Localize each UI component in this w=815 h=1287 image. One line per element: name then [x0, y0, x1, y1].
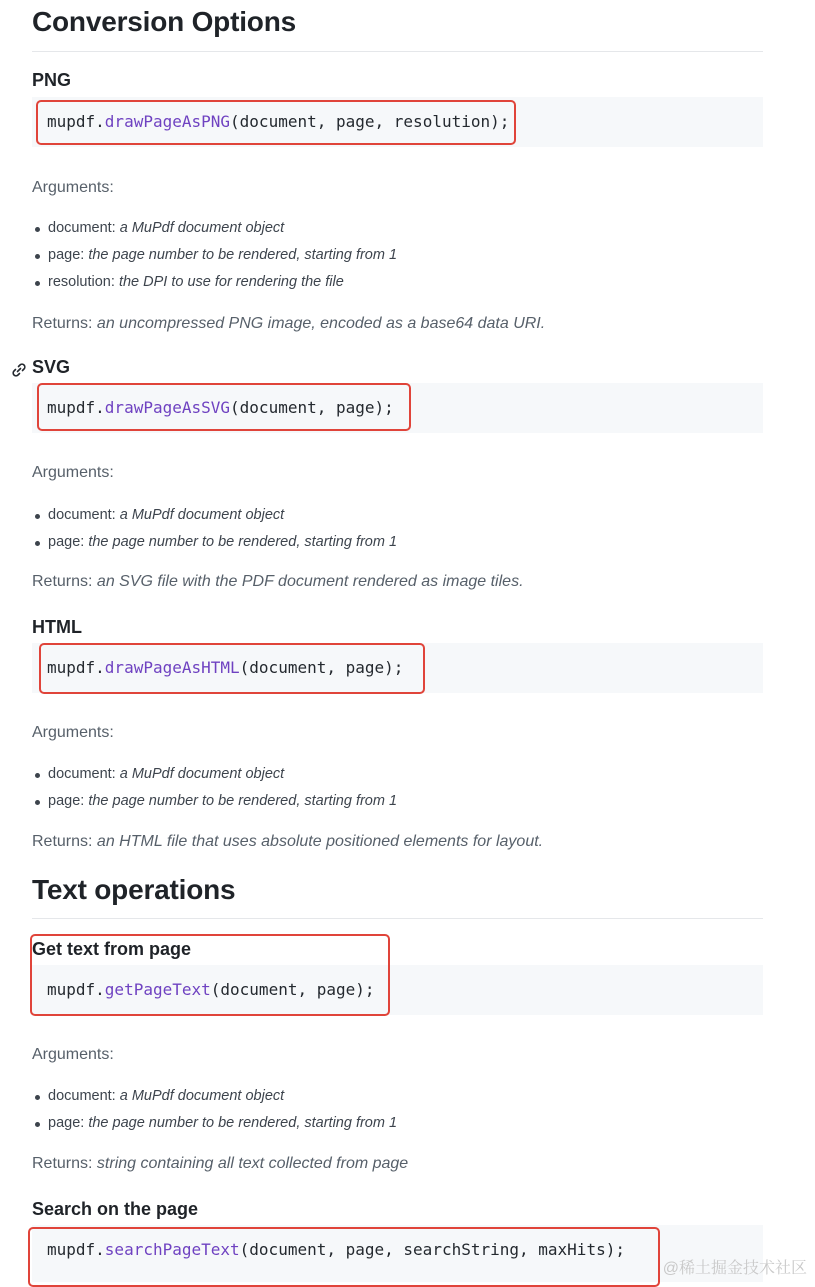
code-object: mupdf. — [47, 980, 105, 999]
code-object: mupdf. — [47, 398, 105, 417]
heading-search: Search on the page — [32, 1199, 199, 1219]
list-item: page: the page number to be rendered, starting from 1 — [48, 793, 398, 809]
code-function: drawPageAsPNG — [104, 112, 231, 131]
highlight-box-svg — [37, 383, 411, 431]
section-divider — [32, 918, 763, 919]
returns-get-text: Returns: string containing all text collected from page — [32, 1155, 409, 1172]
code-args: (document, page, searchString, maxHits); — [239, 1240, 625, 1259]
code-object: mupdf. — [47, 112, 105, 131]
code-function: drawPageAsSVG — [104, 398, 231, 417]
code-object: mupdf. — [47, 658, 105, 677]
arguments-label: Arguments: — [32, 1046, 114, 1063]
code-function: drawPageAsHTML — [104, 658, 240, 677]
code-object: mupdf. — [47, 1240, 105, 1259]
heading-png: PNG — [32, 70, 72, 90]
arguments-label: Arguments: — [32, 724, 114, 741]
link-icon[interactable] — [10, 361, 28, 379]
highlight-box-search — [28, 1227, 660, 1287]
section-divider — [32, 51, 763, 52]
highlight-box-html — [39, 643, 425, 694]
arguments-label: Arguments: — [32, 464, 114, 481]
list-item: page: the page number to be rendered, starting from 1 — [48, 247, 398, 263]
code-function: getPageText — [104, 980, 211, 999]
returns-svg: Returns: an SVG file with the PDF document rendered as image tiles. — [32, 573, 524, 590]
arguments-label: Arguments: — [32, 179, 114, 196]
list-item: document: a MuPdf document object — [48, 507, 285, 523]
list-item: page: the page number to be rendered, starting from 1 — [48, 534, 398, 550]
highlight-box-get-text — [30, 934, 390, 1016]
code-args: (document, page, resolution); — [230, 112, 510, 131]
list-item: document: a MuPdf document object — [48, 220, 285, 236]
code-function: searchPageText — [104, 1240, 240, 1259]
heading-svg: SVG — [32, 357, 71, 377]
section-title-text-operations: Text operations — [32, 874, 236, 905]
section-title-conversion: Conversion Options — [32, 6, 296, 37]
code-args: (document, page); — [210, 980, 375, 999]
list-item: document: a MuPdf document object — [48, 1088, 285, 1104]
returns-html: Returns: an HTML file that uses absolute positioned elements for layout. — [32, 833, 544, 850]
code-args: (document, page); — [230, 398, 394, 417]
heading-get-text: Get text from page — [32, 939, 192, 959]
watermark: @稀土掘金技术社区 — [662, 1260, 807, 1277]
list-item: page: the page number to be rendered, starting from 1 — [48, 1115, 398, 1131]
highlight-box-png — [36, 100, 516, 145]
list-item: document: a MuPdf document object — [48, 766, 285, 782]
returns-png: Returns: an uncompressed PNG image, encoded as a base64 data URI. — [32, 315, 546, 332]
code-args: (document, page); — [239, 658, 404, 677]
list-item: resolution: the DPI to use for rendering the file — [48, 274, 344, 290]
heading-html: HTML — [32, 617, 82, 637]
